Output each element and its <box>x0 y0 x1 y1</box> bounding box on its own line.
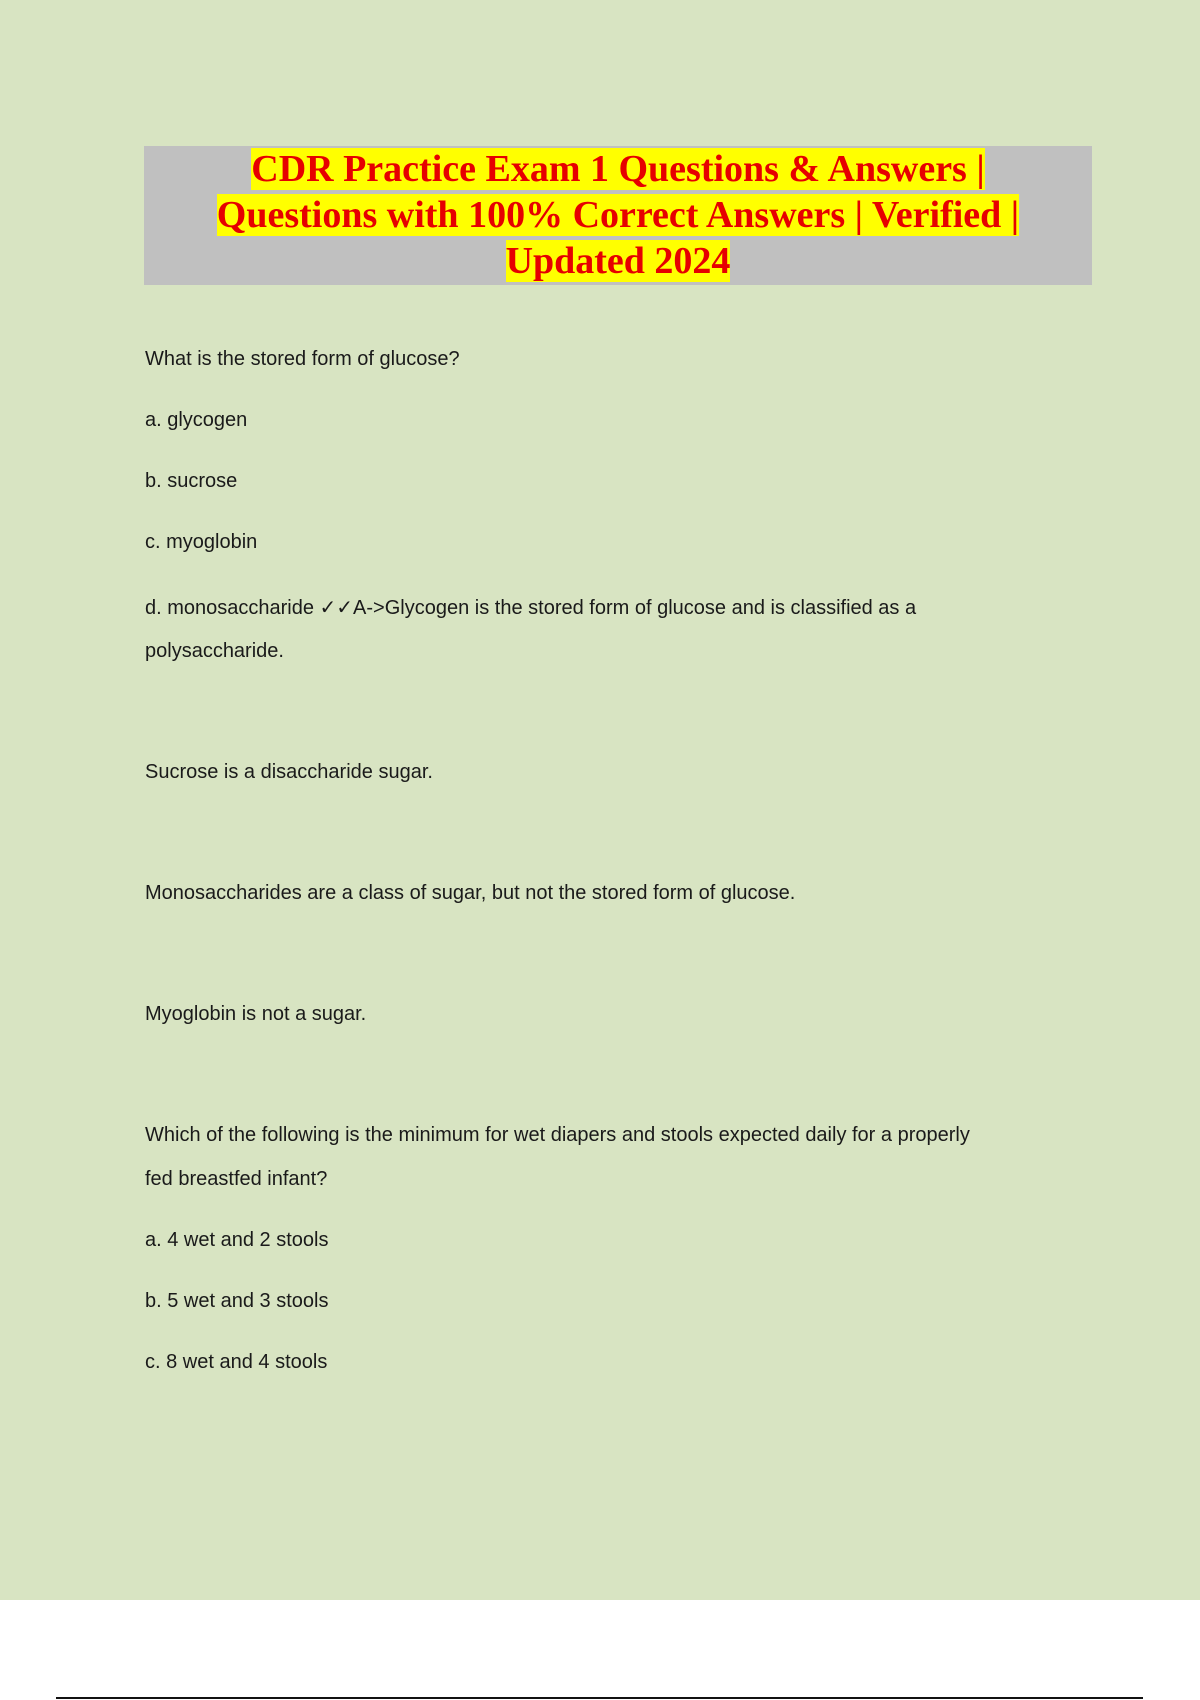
question-2-option-b: b. 5 wet and 3 stools <box>145 1290 329 1312</box>
question-1-option-b: b. sucrose <box>145 470 238 492</box>
question-2: Which of the following is the minimum for wet diapers and stools expected daily for a properly <box>145 1124 970 1146</box>
title-line: Updated 2024 <box>505 240 731 282</box>
explanation-paragraph: Myoglobin is not a sugar. <box>145 1003 367 1025</box>
question-2-option-a: a. 4 wet and 2 stools <box>145 1229 329 1251</box>
title-banner <box>144 146 1092 285</box>
question-2-option-c: c. 8 wet and 4 stools <box>145 1351 328 1373</box>
title-line: Questions with 100% Correct Answers | Verified | <box>216 194 1020 236</box>
question-2-continued: fed breastfed infant? <box>145 1168 328 1190</box>
document-title <box>144 146 1092 284</box>
explanation-paragraph: Monosaccharides are a class of sugar, but not the stored form of glucose. <box>145 882 796 904</box>
explanation-paragraph: Sucrose is a disaccharide sugar. <box>145 761 433 783</box>
title-line: CDR Practice Exam 1 Questions & Answers | <box>251 148 985 190</box>
footer-divider <box>56 1697 1143 1699</box>
question-1: What is the stored form of glucose? <box>145 348 460 370</box>
question-1-option-c: c. myoglobin <box>145 531 258 553</box>
question-1-option-d-answer: d. monosaccharide ✓✓A->Glycogen is the stored form of glucose and is classified as a <box>145 597 917 619</box>
question-1-option-a: a. glycogen <box>145 409 248 431</box>
answer-explanation-continued: polysaccharide. <box>145 640 284 662</box>
